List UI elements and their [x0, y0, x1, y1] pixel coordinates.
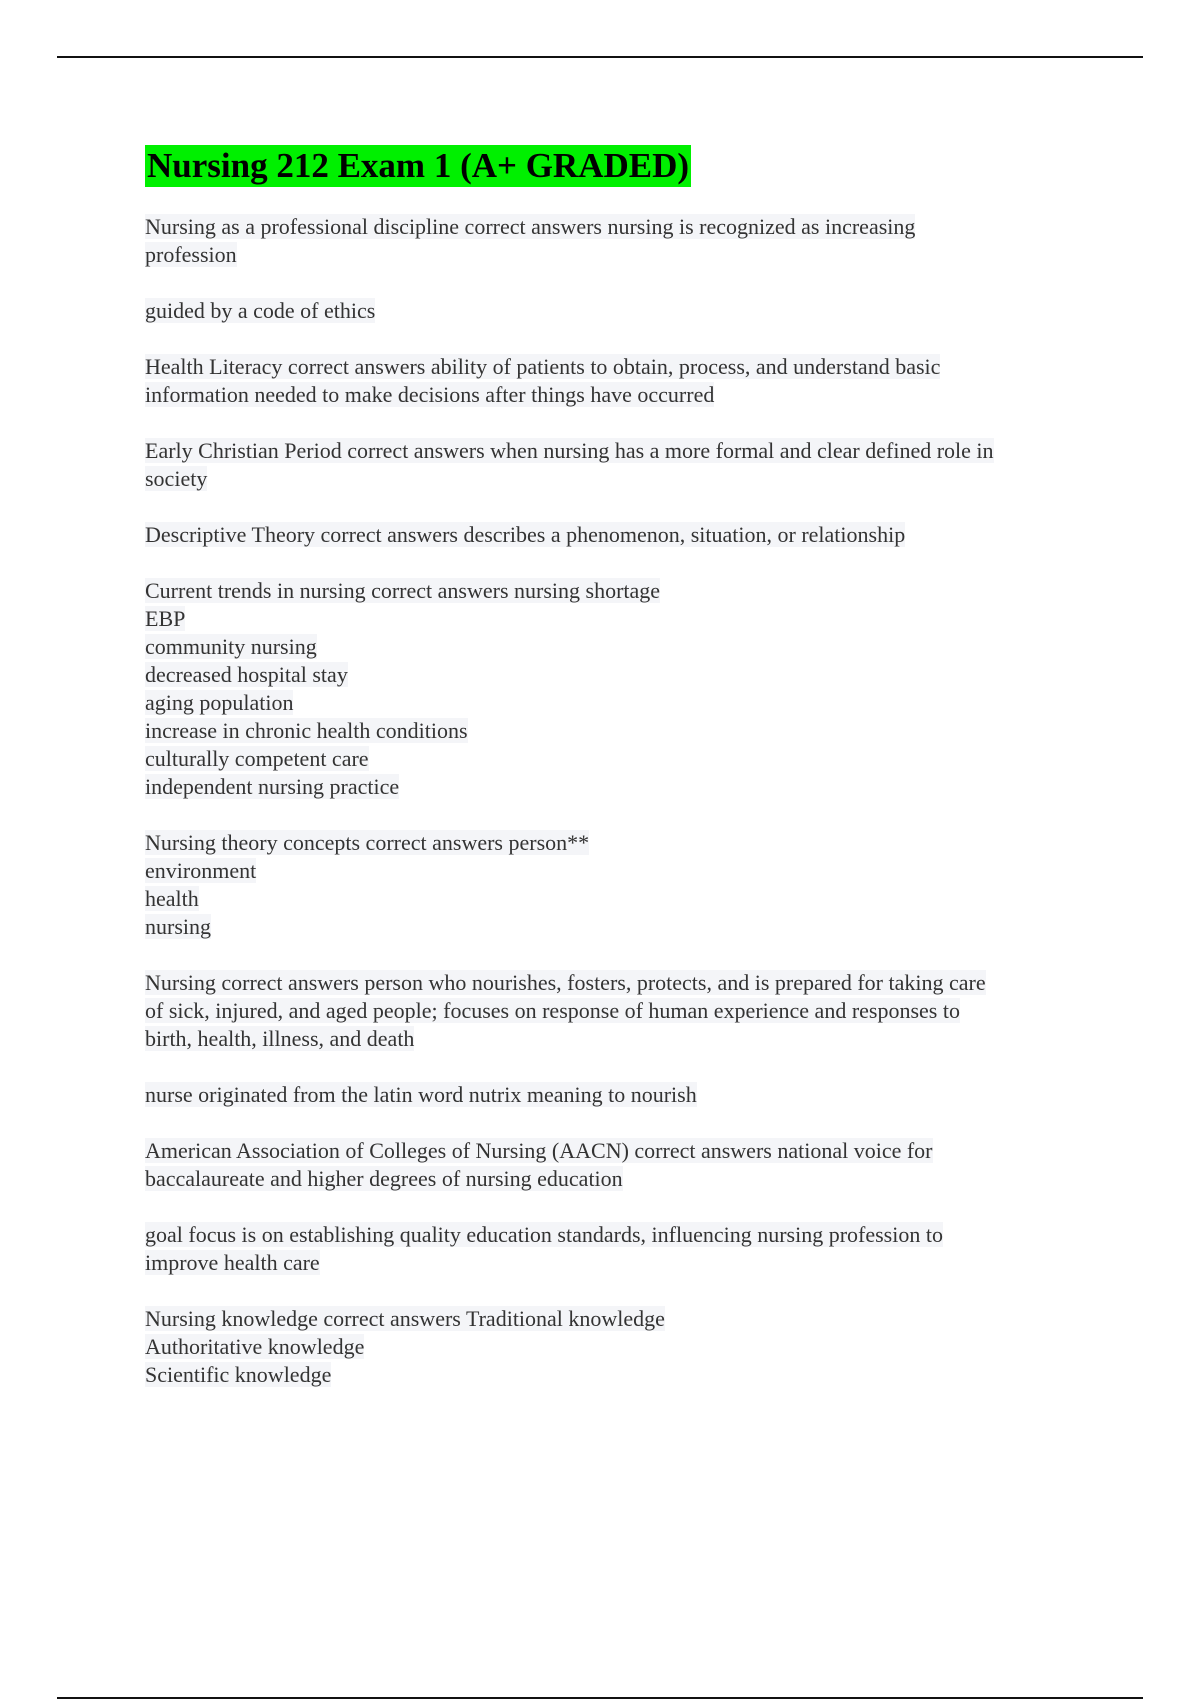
qa-paragraph [145, 521, 1090, 549]
paragraph-line [145, 661, 1090, 689]
paragraph-line [145, 465, 1090, 493]
qa-paragraph [145, 577, 1090, 801]
paragraph-line [145, 1305, 1090, 1333]
top-rule [57, 56, 1143, 58]
line-text: goal focus is on establishing quality education standards, influencing nursing profession to [145, 1222, 943, 1247]
line-text: Scientific knowledge [145, 1362, 332, 1387]
line-text: improve health care [145, 1250, 320, 1275]
line-text: profession [145, 242, 237, 267]
paragraph-line [145, 969, 1090, 997]
paragraph-line [145, 829, 1090, 857]
line-text: nursing [145, 914, 211, 939]
qa-paragraph [145, 213, 1090, 269]
line-text: Nursing theory concepts correct answers person** [145, 830, 590, 855]
paragraph-line [145, 913, 1090, 941]
paragraph-line [145, 745, 1090, 773]
paragraph-line [145, 1333, 1090, 1361]
line-text: culturally competent care [145, 746, 369, 771]
line-text: decreased hospital stay [145, 662, 348, 687]
line-text: Early Christian Period correct answers when nursing has a more formal and clear defined role in [145, 438, 994, 463]
line-text: Current trends in nursing correct answers nursing shortage [145, 578, 661, 603]
paragraph-line [145, 213, 1090, 241]
paragraph-line [145, 997, 1090, 1025]
paragraph-line [145, 297, 1090, 325]
document-body [145, 145, 1090, 1417]
paragraph-line [145, 1081, 1090, 1109]
paragraph-line [145, 885, 1090, 913]
paragraph-line [145, 857, 1090, 885]
paragraph-line [145, 633, 1090, 661]
paragraph-line [145, 1221, 1090, 1249]
paragraph-line [145, 1165, 1090, 1193]
line-text: baccalaureate and higher degrees of nursing education [145, 1166, 623, 1191]
qa-paragraph [145, 297, 1090, 325]
qa-paragraph [145, 829, 1090, 941]
qa-paragraph [145, 1081, 1090, 1109]
title-block [145, 145, 1090, 187]
line-text: of sick, injured, and aged people; focuses on response of human experience and responses to [145, 998, 960, 1023]
paragraph-line [145, 577, 1090, 605]
paragraph-line [145, 1137, 1090, 1165]
paragraph-line [145, 1025, 1090, 1053]
paragraph-line [145, 1361, 1090, 1389]
line-text: Nursing correct answers person who nourishes, fosters, protects, and is prepared for taking care [145, 970, 986, 995]
line-text: EBP [145, 606, 186, 631]
line-text: Authoritative knowledge [145, 1334, 365, 1359]
qa-paragraph [145, 1305, 1090, 1389]
line-text: environment [145, 858, 257, 883]
paragraph-list [145, 213, 1090, 1389]
qa-paragraph [145, 437, 1090, 493]
line-text: society [145, 466, 208, 491]
document-title: Nursing 212 Exam 1 (A+ GRADED) [147, 146, 690, 185]
qa-paragraph [145, 1221, 1090, 1277]
line-text: Nursing as a professional discipline correct answers nursing is recognized as increasing [145, 214, 916, 239]
line-text: Descriptive Theory correct answers describes a phenomenon, situation, or relationship [145, 522, 906, 547]
paragraph-line [145, 605, 1090, 633]
line-text: nurse originated from the latin word nutrix meaning to nourish [145, 1082, 697, 1107]
line-text: increase in chronic health conditions [145, 718, 468, 743]
line-text: Health Literacy correct answers ability of patients to obtain, process, and understand basic [145, 354, 941, 379]
qa-paragraph [145, 969, 1090, 1053]
bottom-rule [57, 1697, 1143, 1699]
qa-paragraph [145, 353, 1090, 409]
line-text: community nursing [145, 634, 317, 659]
paragraph-line [145, 241, 1090, 269]
line-text: aging population [145, 690, 294, 715]
line-text: Nursing knowledge correct answers Traditional knowledge [145, 1306, 665, 1331]
line-text: guided by a code of ethics [145, 298, 376, 323]
paragraph-line [145, 689, 1090, 717]
line-text: independent nursing practice [145, 774, 400, 799]
paragraph-line [145, 353, 1090, 381]
paragraph-line [145, 437, 1090, 465]
paragraph-line [145, 1249, 1090, 1277]
line-text: health [145, 886, 199, 911]
paragraph-line [145, 521, 1090, 549]
qa-paragraph [145, 1137, 1090, 1193]
line-text: American Association of Colleges of Nursing (AACN) correct answers national voice for [145, 1138, 933, 1163]
line-text: information needed to make decisions after things have occurred [145, 382, 715, 407]
paragraph-line [145, 773, 1090, 801]
line-text: birth, health, illness, and death [145, 1026, 415, 1051]
paragraph-line [145, 717, 1090, 745]
paragraph-line [145, 381, 1090, 409]
